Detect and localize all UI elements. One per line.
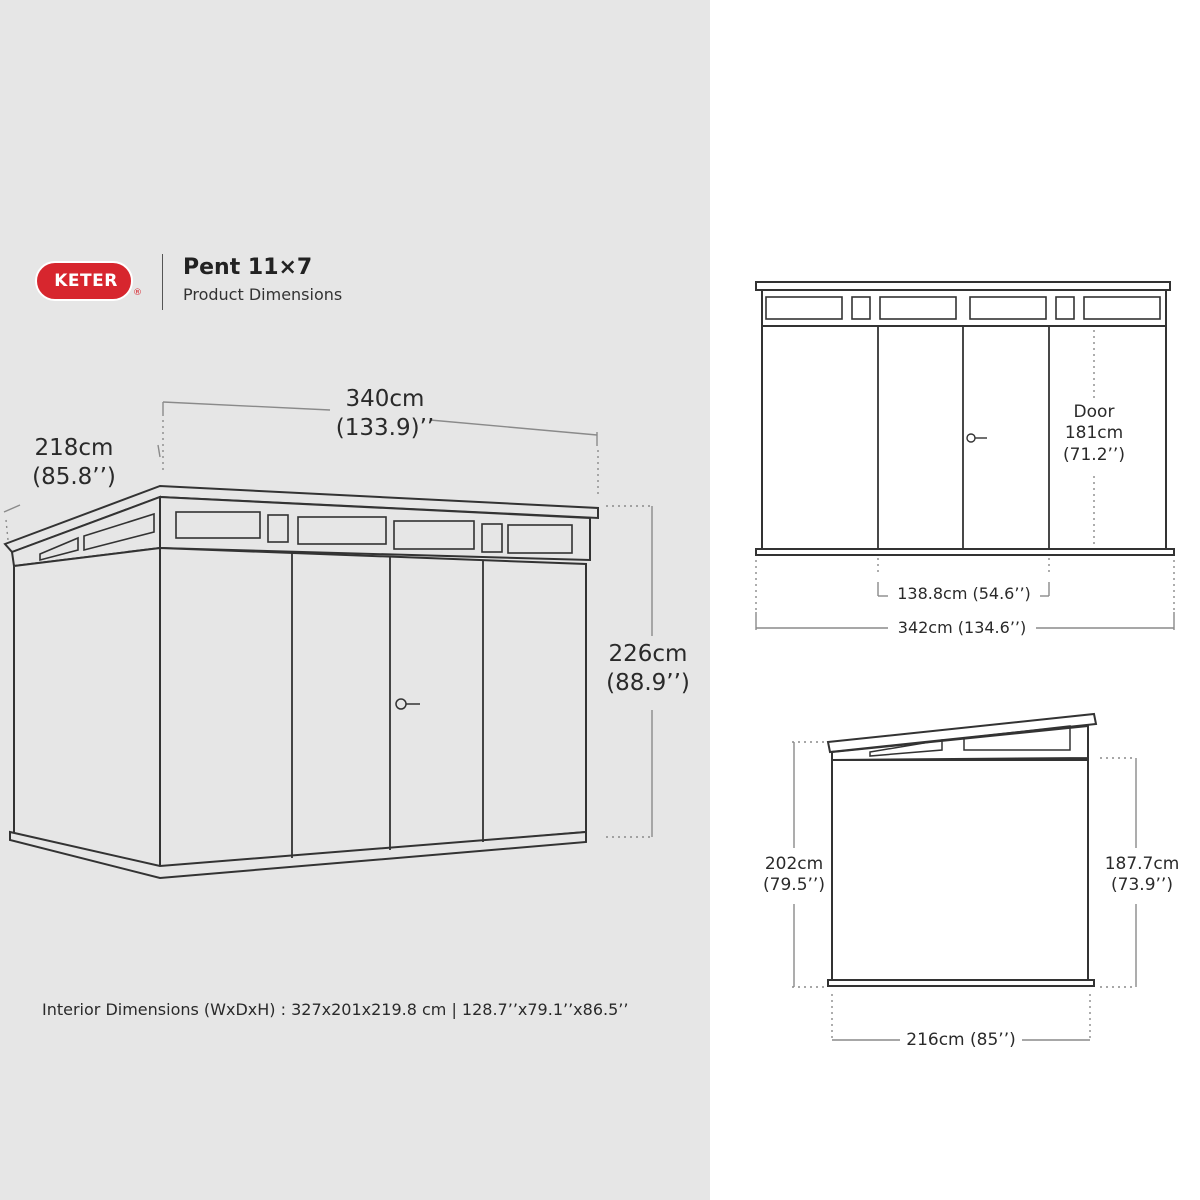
keter-logo xyxy=(34,258,142,304)
side-front-height-dimension xyxy=(756,854,832,897)
depth-in: (85.8’’) xyxy=(32,463,116,490)
wall xyxy=(832,760,1088,980)
door-height-cm: 181cm xyxy=(1064,423,1124,444)
side-depth-dimension: 216cm (85’’) xyxy=(906,1030,1016,1050)
window-pane xyxy=(1056,297,1074,319)
side-wall xyxy=(14,548,160,868)
window-pane xyxy=(1084,297,1160,319)
height-cm: 226cm xyxy=(608,641,688,667)
interior-dimensions: Interior Dimensions (WxDxH) : 327x201x219.8 cm | 128.7’’x79.1’’x86.5’’ xyxy=(42,1000,629,1019)
side-back-height-cm: 187.7cm xyxy=(1104,854,1180,874)
door-height-in: (71.2’’) xyxy=(1063,444,1125,465)
window-pane xyxy=(970,297,1046,319)
roof xyxy=(828,714,1096,752)
roof xyxy=(756,282,1170,290)
shed-perspective xyxy=(5,486,598,878)
side-view-dimension-lines xyxy=(792,742,1136,1040)
window-pane xyxy=(852,297,870,319)
front-total-width-dimension: 342cm (134.6’’) xyxy=(897,618,1027,637)
side-front-height-in: (79.5’’) xyxy=(763,875,825,896)
product-subtitle: Product Dimensions xyxy=(183,285,343,304)
product-title: Pent 11×7 xyxy=(183,255,313,280)
width-dimension xyxy=(320,385,450,443)
width-cm: 340cm xyxy=(345,386,425,412)
side-front-height-cm: 202cm xyxy=(764,854,824,874)
door-width-dimension: 138.8cm (54.6’’) xyxy=(897,584,1031,603)
window-pane xyxy=(766,297,842,319)
door-handle xyxy=(967,434,975,442)
depth-dimension xyxy=(22,434,126,492)
door-height-dimension xyxy=(1052,402,1136,466)
base xyxy=(756,549,1174,555)
side-back-height-in: (73.9’’) xyxy=(1111,875,1173,896)
shed-side-view xyxy=(828,714,1096,986)
height-in: (88.9’’) xyxy=(606,669,690,696)
depth-cm: 218cm xyxy=(34,435,114,461)
registered-mark: ® xyxy=(133,288,142,298)
base xyxy=(828,980,1094,986)
transom xyxy=(762,290,1166,326)
window-pane xyxy=(880,297,956,319)
door-label: Door xyxy=(1073,402,1115,422)
header-divider xyxy=(162,254,163,310)
keter-logo-text: KETER xyxy=(54,271,118,291)
front-wall xyxy=(160,548,586,868)
side-back-height-dimension xyxy=(1098,854,1186,897)
width-in: (133.9)’’ xyxy=(335,414,435,441)
height-dimension xyxy=(596,640,700,698)
